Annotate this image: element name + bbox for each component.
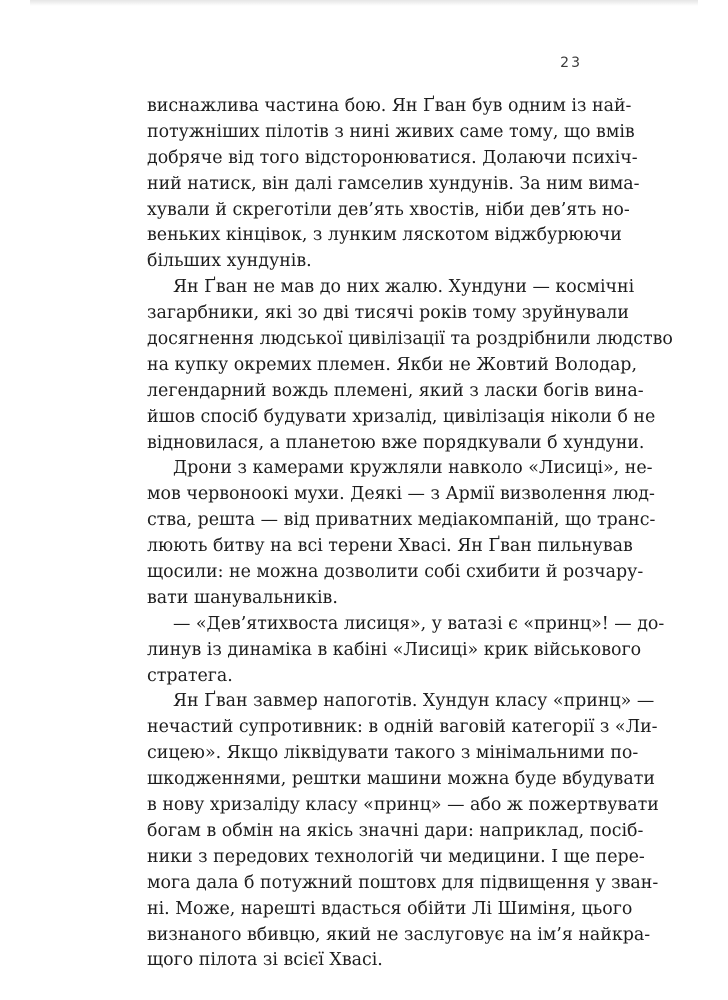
- text-line: в нову хризаліду класу «принц» — або ж пожертвувати: [147, 795, 659, 816]
- text-line: більших хундунів.: [147, 251, 312, 272]
- text-line: йшов спосіб будувати хризалід, цивілізація ніколи б не: [147, 406, 656, 427]
- text-line: на купку окремих племен. Якби не Жовтий Володар,: [147, 354, 637, 375]
- text-line: відновилася, а планетою вже порядкували б хундуни.: [147, 432, 645, 453]
- text-line: сицею». Якщо ліквідувати такого з мінімальними по-: [147, 743, 639, 764]
- text-line: щого пілота зі всієї Хвасі.: [147, 950, 383, 971]
- page-number: 23: [560, 55, 582, 71]
- text-line: виснажлива частина бою. Ян Ґван був одним із най-: [147, 96, 632, 116]
- text-line: шкодженнями, рештки машини можна буде вбудувати: [147, 769, 655, 790]
- text-line: — «Дев’ятихвоста лисиця», у ватазі є «принц»! — до-: [173, 613, 665, 634]
- text-line: мога дала б потужний поштовх для підвищення у зван-: [147, 872, 659, 893]
- text-line: линув із динаміка в кабіні «Лисиці» крик військового: [147, 639, 642, 660]
- text-line: богам в обмін на якісь значні дари: наприклад, посіб-: [147, 820, 644, 841]
- text-line: щосили: не можна дозволити собі схибити й розчару-: [147, 562, 644, 583]
- text-line: ний натиск, він далі гамселив хундунів. За ним вима-: [147, 173, 640, 194]
- body-text: [147, 94, 673, 974]
- text-line: нечастий супротивник: в одній ваговій категорії з «Ли-: [147, 717, 658, 738]
- text-line: ники з передових технологій чи медицини. І ще пере-: [147, 846, 645, 867]
- text-line: визнаного вбивцю, який не заслуговує на ім’я найкра-: [147, 924, 651, 945]
- text-line: Ян Ґван завмер напоготів. Хундун класу «принц» —: [173, 691, 655, 712]
- text-line: добряче від того відсторонюватися. Долаючи психіч-: [147, 147, 638, 168]
- text-line: хували й скреготіли дев’ять хвостів, ніби дев’ять но-: [147, 199, 630, 220]
- text-line: загарбники, які зо дві тисячі років тому зруйнували: [147, 303, 629, 324]
- text-line: веньких кінцівок, з лунким ляскотом віджбурюючи: [147, 225, 622, 246]
- text-line: Дрони з камерами кружляли навколо «Лисиці», не-: [173, 458, 653, 479]
- text-line: досягнення людської цивілізації та роздрібнили людство: [147, 329, 673, 350]
- text-line: ні. Може, нарешті вдасться обійти Лі Шиміня, цього: [147, 898, 633, 919]
- text-line: потужніших пілотів з нині живих саме тому, що вмів: [147, 121, 635, 142]
- text-line: легендарний вождь племені, який з ласки богів вина-: [147, 380, 644, 401]
- text-line: Ян Ґван не мав до них жалю. Хундуни — космічні: [173, 277, 635, 298]
- text-line: вати шанувальників.: [147, 587, 338, 608]
- text-line: мов червоноокі мухи. Деякі — з Армії визволення люд-: [147, 484, 655, 505]
- page-top-shadow: [30, 0, 698, 6]
- text-line: ства, решта — від приватних медіакомпаній, що транс-: [147, 510, 656, 531]
- text-line: люють битву на всі терени Хвасі. Ян Ґван пильнував: [147, 536, 633, 557]
- text-line: стратега.: [147, 665, 233, 686]
